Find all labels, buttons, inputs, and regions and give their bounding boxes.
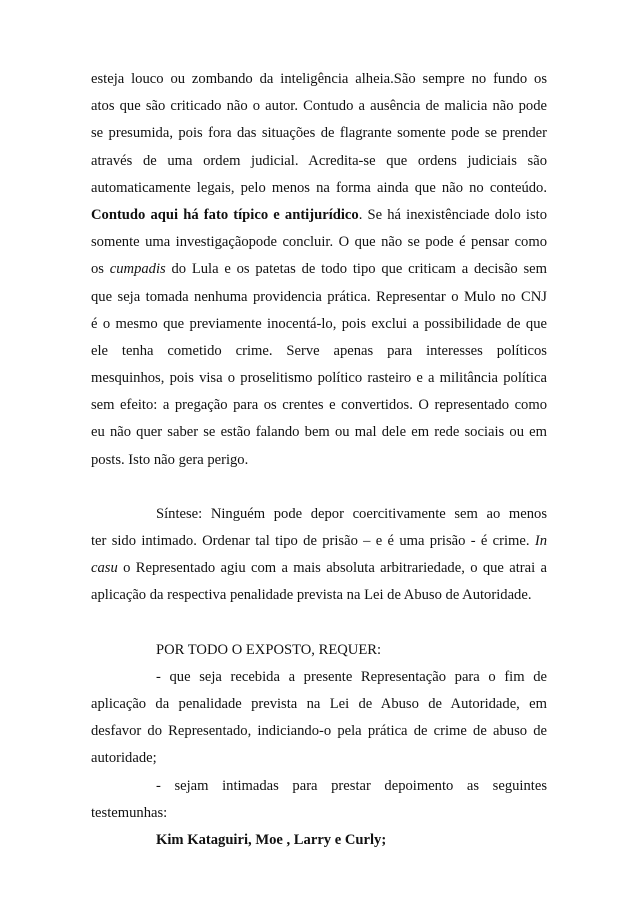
italic-term: In <box>534 533 547 549</box>
text-line: aplicação da respectiva penalidade prevista na Lei de Abuso de Autoridade. <box>91 587 532 604</box>
text-line: somente uma investigaçãopode concluir. O que não se pode é pensar como <box>91 234 547 251</box>
text-line: - que seja recebida a presente Representação para o fim de <box>156 668 547 685</box>
text-fragment: o Representado agiu com a mais absoluta arbitrariedade, o que atrai a <box>117 560 547 577</box>
text-fragment: do Lula e os patetas de todo tipo que criticam a decisão sem <box>165 261 547 278</box>
text-line: se presumida, pois fora das situações de flagrante somente pode se prender <box>91 125 547 142</box>
text-line: mesquinhos, pois visa o proselitismo político rasteiro e a militância política <box>91 370 547 387</box>
text-line: sem efeito: a pregação para os crentes e convertidos. O representado como <box>91 397 547 414</box>
paragraph-argument <box>91 66 547 474</box>
text-fragment: . Se há inexistênciade dolo isto <box>358 206 547 223</box>
document-page <box>91 66 547 854</box>
paragraph-sintese <box>91 501 547 610</box>
text-line: através de uma ordem judicial. Acredita-se que ordens judiciais são <box>91 152 547 169</box>
text-line: é o mesmo que previamente inocentá-lo, pois exclui a possibilidade de que <box>91 315 547 332</box>
text-line <box>91 202 547 229</box>
text-line: ele tenha cometido crime. Serve apenas para interesses políticos <box>91 342 547 359</box>
text-fragment: ter sido intimado. Ordenar tal tipo de prisão – e é uma prisão - é crime. <box>91 533 535 549</box>
italic-term: casu <box>91 560 118 577</box>
text-line <box>91 528 547 555</box>
text-line: que seja tomada nenhuma providencia prática. Representar o Mulo no CNJ <box>91 288 547 305</box>
text-line: autoridade; <box>91 750 157 767</box>
text-line: desfavor do Representado, indiciando-o pela prática de crime de abuso de <box>91 723 547 740</box>
italic-term: cumpadis <box>109 261 166 278</box>
text-line: aplicação da penalidade prevista na Lei de Abuso de Autoridade, em <box>91 695 547 712</box>
text-line: eu não quer saber se estão falando bem ou mal dele em rede sociais ou em <box>91 424 547 441</box>
witness-list <box>91 827 547 854</box>
section-heading: POR TODO O EXPOSTO, REQUER: <box>156 641 382 658</box>
text-line: automaticamente legais, pelo menos na forma ainda que não no conteúdo. <box>91 179 547 196</box>
paragraph-gap <box>91 474 547 501</box>
text-line: posts. Isto não gera perigo. <box>91 451 249 468</box>
text-line <box>91 256 547 283</box>
text-line: Síntese: Ninguém pode depor coercitivamente sem ao menos <box>156 505 547 522</box>
text-line <box>91 555 547 582</box>
bold-emphasis: Contudo aqui há fato típico e antijurídico <box>91 206 359 223</box>
text-line: - sejam intimadas para prestar depoimento as seguintes <box>156 777 547 794</box>
text-line: testemunhas: <box>91 804 168 821</box>
witness-names: Kim Kataguiri, Moe , Larry e Curly; <box>156 831 387 848</box>
text-line: atos que são criticado não o autor. Contudo a ausência de malicia não pode <box>91 98 547 115</box>
paragraph-gap <box>91 610 547 637</box>
text-line: esteja louco ou zombando da inteligência alheia.São sempre no fundo os <box>91 71 547 87</box>
text-fragment: os <box>91 261 110 278</box>
section-requer <box>91 637 547 855</box>
